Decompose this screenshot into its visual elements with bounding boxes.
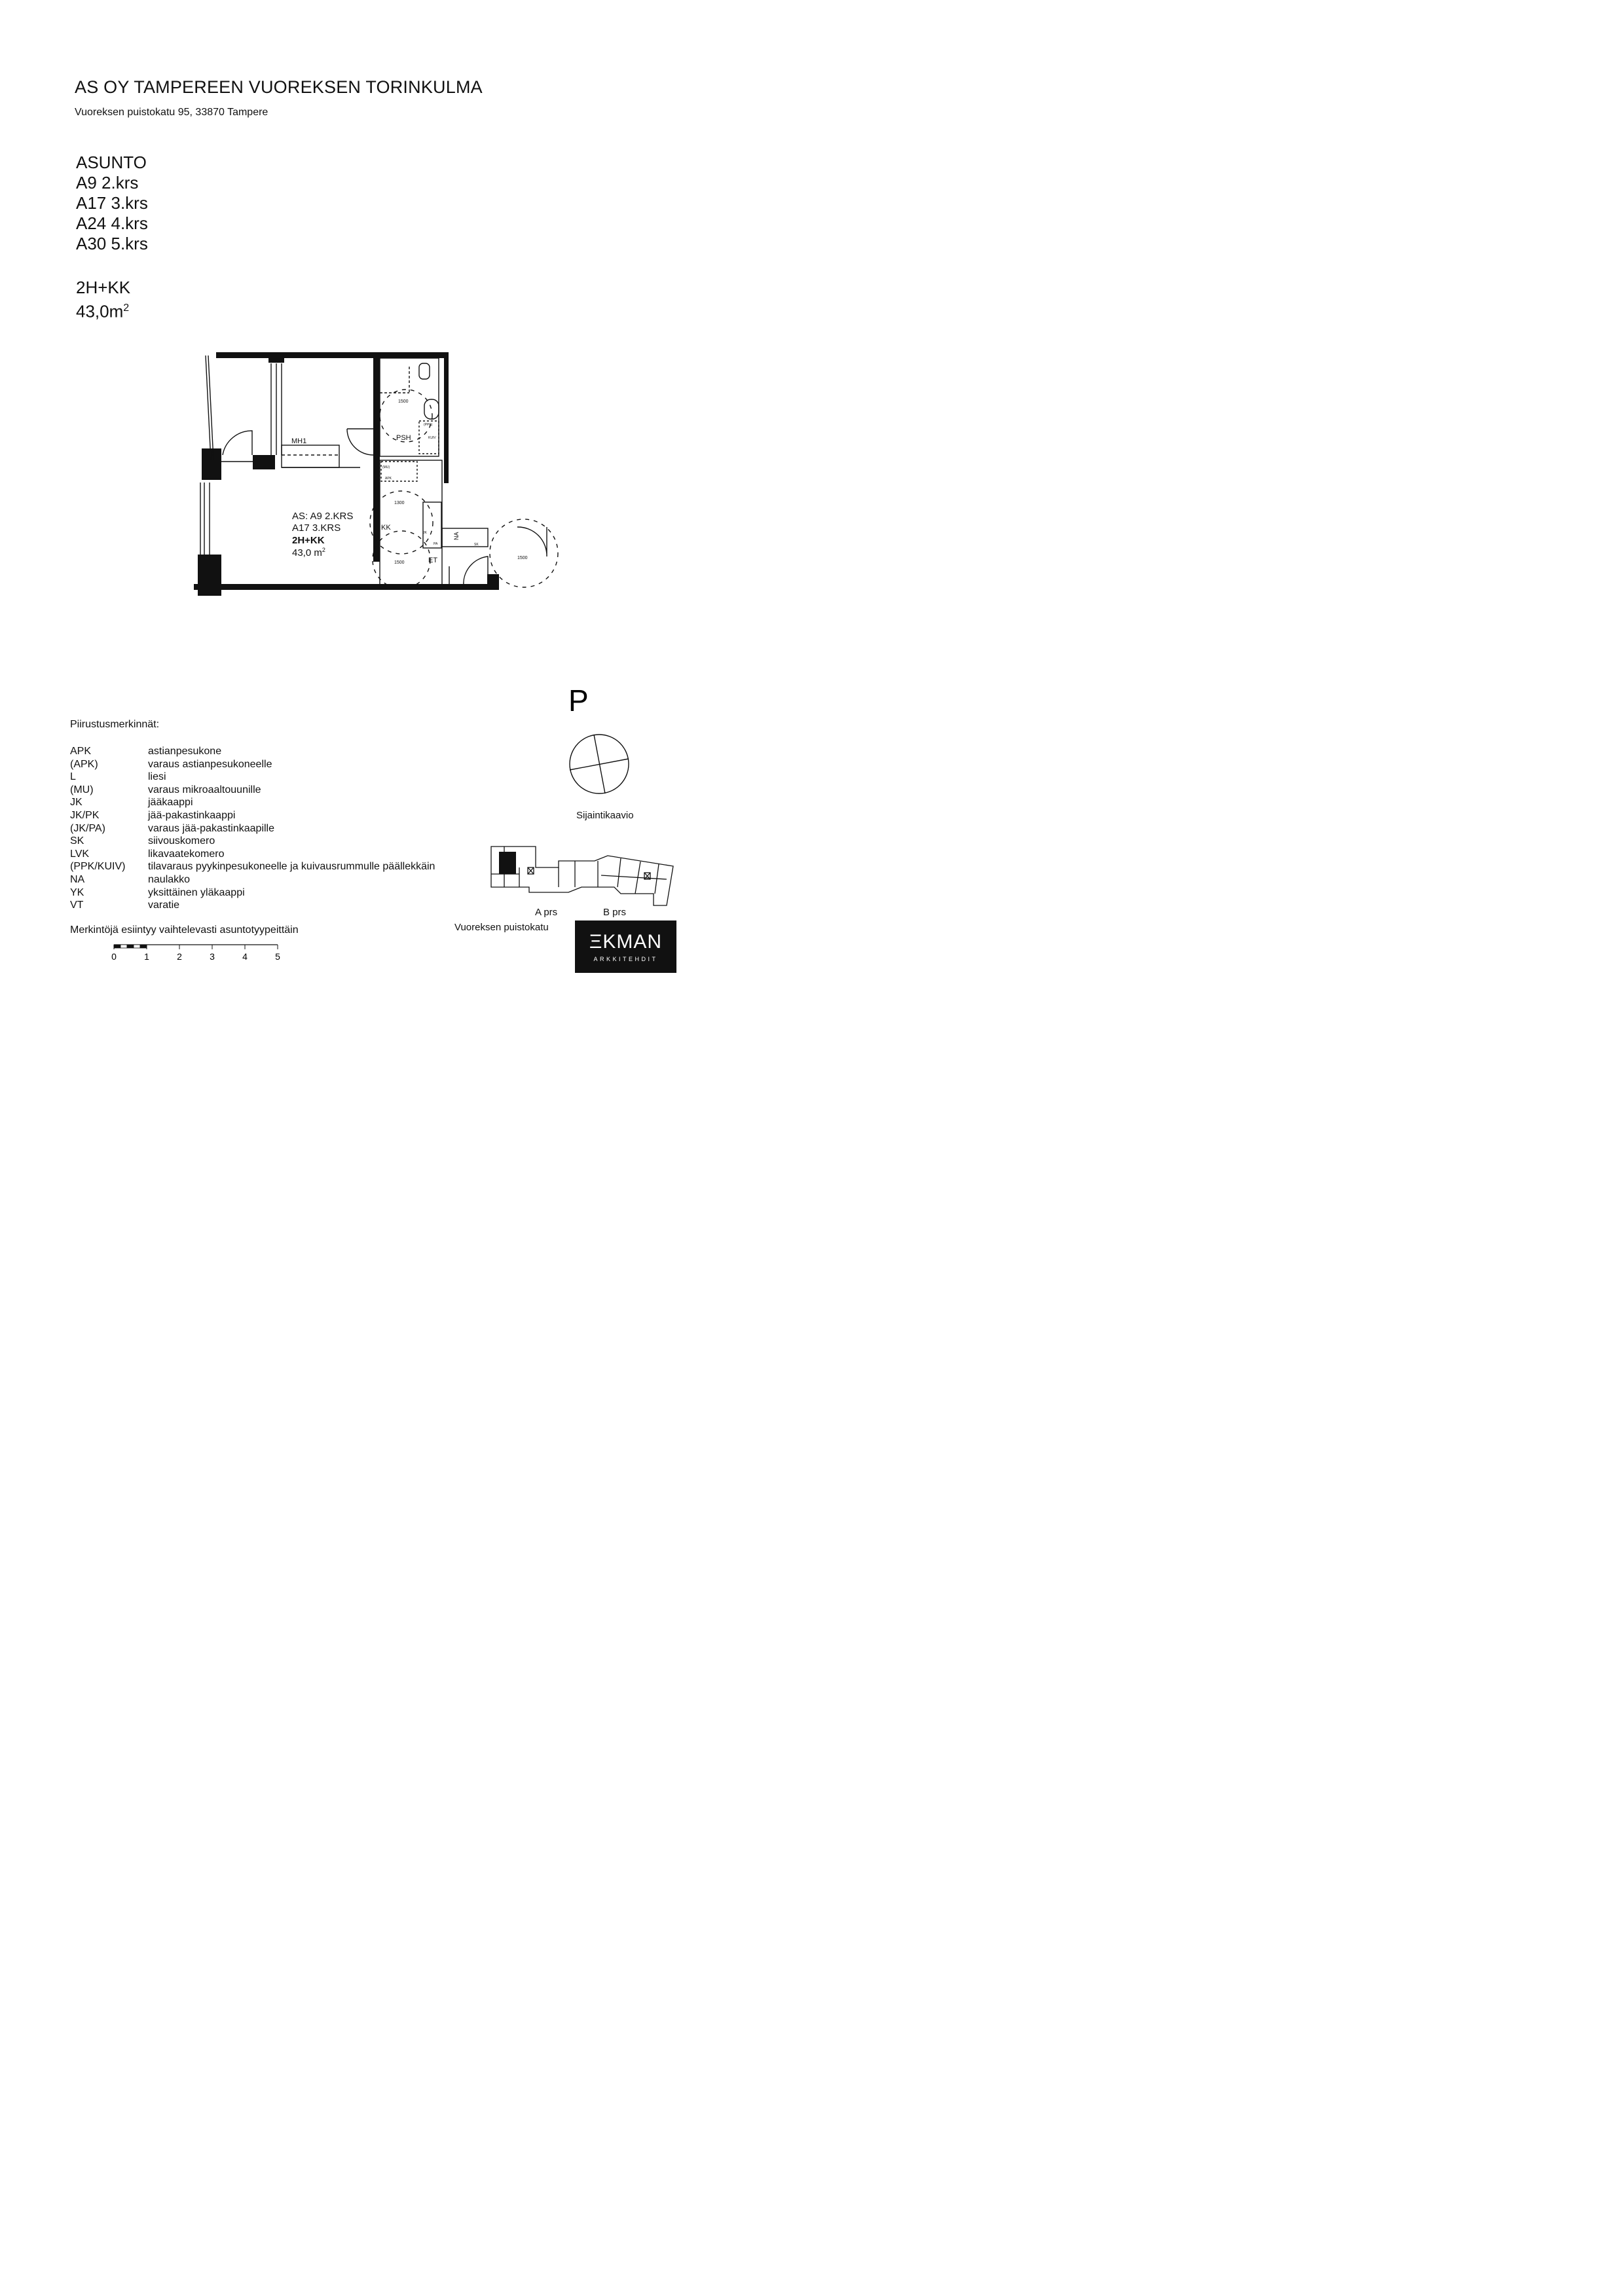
legend-row (70, 848, 435, 861)
wardrobe (282, 445, 339, 467)
plan-info-area: 43,0 $m^2$ (292, 547, 325, 558)
dim-label: 1300 (394, 501, 405, 505)
room-label-et: ET (428, 556, 438, 564)
legend-row (70, 809, 435, 822)
scale-bar (105, 943, 288, 962)
room-label-psh: PSH (396, 434, 411, 442)
unit-divider (618, 858, 621, 887)
dim-label: 1500 (517, 556, 528, 560)
apartment-location-marker (499, 852, 516, 874)
scale-segment (127, 945, 134, 948)
legend-abbreviation: (MU) (70, 784, 94, 795)
legend-description: liesi (148, 771, 166, 783)
legend-abbreviation: VT (70, 900, 84, 911)
legend-description: varatie (148, 900, 180, 911)
room-label-na: NA (453, 532, 460, 540)
top-wall (216, 352, 445, 358)
legend-abbreviation: L (70, 771, 76, 783)
legend-heading: Piirustusmerkinnät: (70, 719, 160, 730)
scale-segment (134, 945, 140, 948)
legend-row (70, 860, 435, 873)
room-label-kk: KK (381, 524, 391, 532)
legend-table (70, 745, 435, 912)
turning-circle (373, 531, 430, 589)
apartment-type-block (76, 278, 130, 322)
scale-segment (114, 945, 120, 948)
dim-label: 1500 (398, 399, 409, 404)
door-swing (223, 431, 252, 455)
scale-segment (120, 945, 127, 948)
legend-abbreviation: (JK/PA) (70, 822, 105, 834)
north-letter: P (568, 683, 589, 718)
plan-info-type: 2H+KK (292, 535, 325, 546)
logo-subtitle: ARKKITEHDIT (593, 956, 658, 962)
stair-a-label: A prs (535, 907, 558, 918)
scale-tick-label: 4 (242, 951, 248, 962)
legend-abbreviation: JK/PK (70, 809, 100, 821)
bottom-wall (194, 584, 499, 590)
wall-stub-mid (253, 455, 275, 469)
apartment-unit: A30 5.krs (76, 234, 148, 253)
room-label-jk: JK (423, 531, 427, 535)
apartment-area: $43,0m^2$ (76, 301, 130, 321)
legend-abbreviation: (PPK/KUIV) (70, 861, 126, 873)
kitchen-partition-wall (373, 352, 380, 562)
window-line (206, 355, 211, 460)
room-label-pa: PA (434, 542, 438, 546)
window-line (208, 355, 213, 460)
legend-row (70, 784, 435, 797)
legend-row (70, 822, 435, 835)
apartment-heading: ASUNTO (76, 153, 147, 172)
legend-description: jääkaappi (148, 797, 193, 809)
legend-abbreviation: YK (70, 886, 84, 898)
legend-description: likavaatekomero (148, 848, 225, 860)
legend-description: tilavaraus pyykinpesukoneelle ja kuivausrummulle päällekkäin (148, 861, 435, 873)
column-left (202, 448, 221, 480)
plan-info-as: AS: A9 2.KRS (292, 511, 354, 522)
legend-description: yksittäinen yläkaappi (148, 886, 245, 898)
legend-note: Merkintöjä esiintyy vaihtelevasti asuntotyypeittäin (70, 924, 299, 936)
legend-description: siivouskomero (148, 835, 215, 847)
room-label-mu: (MU) (382, 465, 390, 469)
project-title: AS OY TAMPEREEN VUOREKSEN TORINKULMA (75, 77, 483, 97)
legend-row (70, 873, 435, 886)
scale-tick-label: 2 (177, 951, 182, 962)
wall-stub-bottom-right (487, 574, 499, 590)
logo-name: ΞKMAN (589, 931, 663, 953)
north-arrow (564, 682, 637, 813)
legend-row (70, 758, 435, 771)
architect-logo (575, 920, 676, 973)
fridge-cabinet (423, 502, 441, 548)
site-outline (491, 847, 673, 905)
room-label-kuiv: KUIV (428, 436, 436, 440)
apartment-unit: A24 4.krs (76, 213, 148, 233)
scale-segment (140, 945, 147, 948)
legend-row (70, 835, 435, 848)
legend-row (70, 899, 435, 912)
wall-layer (194, 352, 499, 596)
legend-description: astianpesukone (148, 746, 222, 757)
scale-tick-label: 5 (275, 951, 280, 962)
building-outline (491, 847, 673, 905)
entrance-door-swing (464, 556, 488, 586)
floor-plan-sheet (0, 0, 720, 1019)
legend-row (70, 886, 435, 900)
turning-circle (490, 519, 558, 587)
legend-row (70, 771, 435, 784)
entrance-door-swing (517, 527, 547, 556)
legend-abbreviation: JK (70, 797, 83, 809)
scale-tick-label: 0 (111, 951, 117, 962)
room-label-ppk: (PPK) (424, 423, 433, 427)
project-address: Vuoreksen puistokatu 95, 33870 Tampere (75, 107, 268, 118)
legend-abbreviation: NA (70, 873, 85, 885)
legend-abbreviation: SK (70, 835, 84, 847)
legend-row (70, 796, 435, 809)
plan-info-a17: A17 3.KRS (292, 522, 341, 534)
legend-abbreviation: APK (70, 746, 92, 757)
entrance-cabinets (442, 528, 488, 547)
legend-row (70, 745, 435, 758)
street-label: Vuoreksen puistokatu (454, 922, 549, 933)
apartment-unit: A17 3.krs (76, 193, 148, 213)
room-label-apk: APK (385, 477, 392, 481)
door-swing (347, 429, 373, 455)
site-plan-diagram (490, 841, 680, 907)
site-plan-label: Sijaintikaavio (576, 810, 634, 821)
wall-stub-top (268, 358, 284, 363)
room-label-mh1: MH1 (291, 437, 307, 445)
dim-label: 1500 (394, 560, 405, 565)
scale-tick-label: 1 (144, 951, 149, 962)
legend-description: varaus astianpesukoneelle (148, 758, 272, 770)
apartment-list (76, 153, 148, 254)
legend-abbreviation: (APK) (70, 758, 98, 770)
washbasin (424, 399, 439, 419)
floor-plan-drawing (190, 344, 563, 599)
apartment-type: 2H+KK (76, 278, 131, 297)
legend-description: varaus jää-pakastinkaapille (148, 822, 274, 834)
legend-description: jää-pakastinkaappi (148, 809, 236, 821)
legend-description: varaus mikroaaltouunille (148, 784, 261, 795)
apartment-unit: A9 2.krs (76, 173, 139, 192)
right-wall-upper (444, 352, 449, 483)
legend-description: naulakko (148, 873, 191, 885)
legend-abbreviation: LVK (70, 848, 90, 860)
room-label-sk: SK (474, 543, 479, 547)
scale-tick-label: 3 (210, 951, 215, 962)
toilet (419, 363, 430, 379)
stair-b-label: B prs (603, 907, 627, 918)
